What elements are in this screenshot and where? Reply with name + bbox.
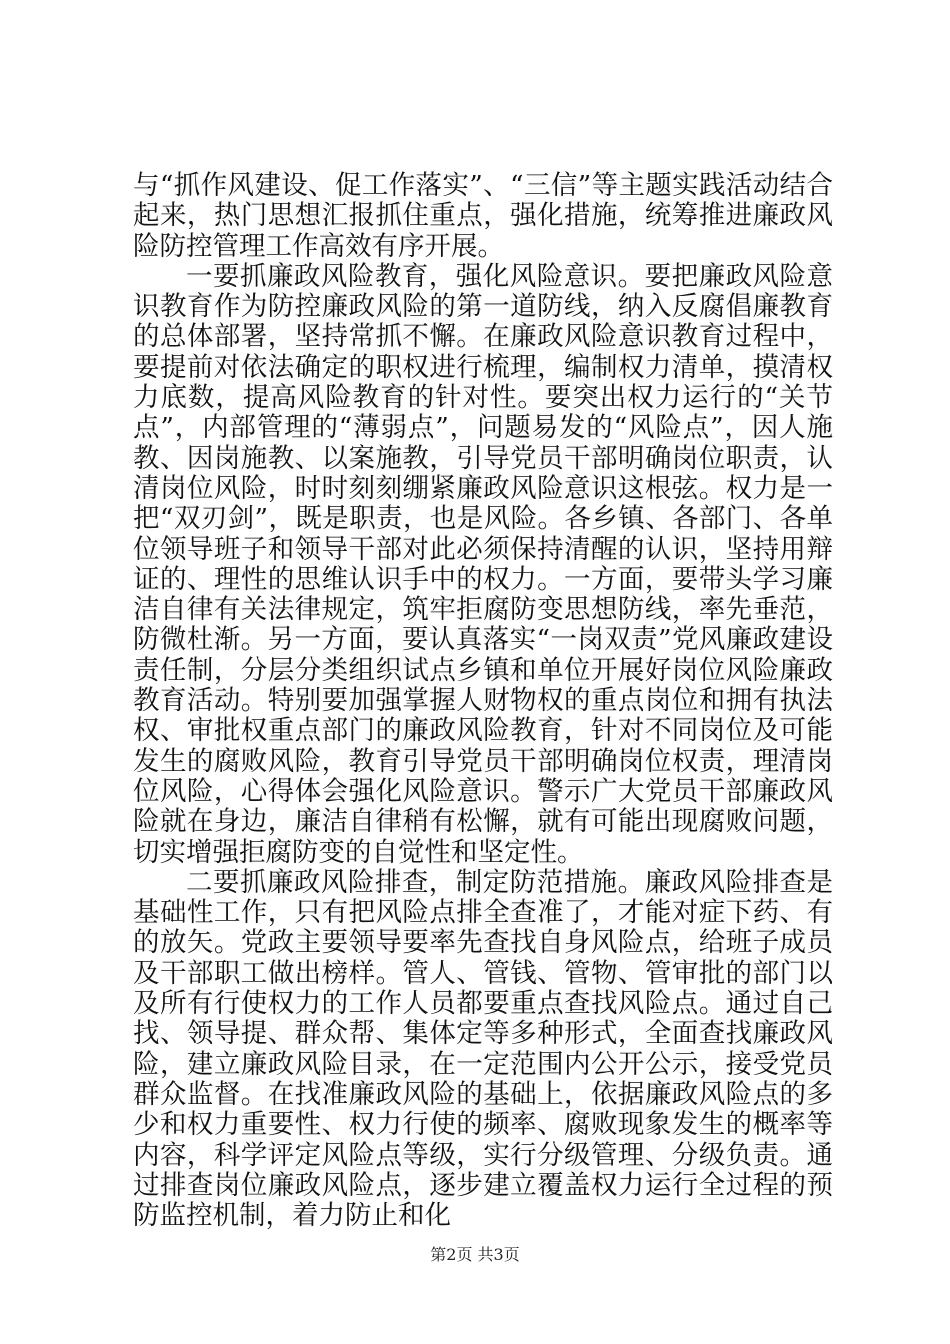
page-footer: 第2页 共3页 <box>430 1245 520 1264</box>
paragraph-continuation: 与“抓作风建设、促工作落实”、“三信”等主题实践活动结合起来，热门思想汇报抓住重点，强化措施，统筹推进廉政风险防控管理工作高效有序开展。 <box>133 170 833 262</box>
paragraph-risk-education: 一要抓廉政风险教育，强化风险意识。要把廉政风险意识教育作为防控廉政风险的第一道防线，纳入反腐倡廉教育的总体部署，坚持常抓不懈。在廉政风险意识教育过程中，要提前对依法确定的职权进行梳理，编制权力清单，摸清权力底数，提高风险教育的针对性。要突出权力运行的“关节点”，内部管理的“薄弱点”，问题易发的“风险点”，因人施教、因岗施教、以案施教，引导党员干部明确岗位职责，认清岗位风险，时时刻刻绷紧廉政风险意识这根弦。权力是一把“双刃剑”，既是职责，也是风险。各乡镇、各部门、各单位领导班子和领导干部对此必须保持清醒的认识，坚持用辩证的、理性的思维认识手中的权力。一方面，要带头学习廉洁自律有关法律规定，筑牢拒腐防变思想防线，率先垂范，防微杜渐。另一方面，要认真落实“一岗双责”党风廉政建设责任制，分层分类组织试点乡镇和单位开展好岗位风险廉政教育活动。特别要加强掌握人财物权的重点岗位和拥有执法权、审批权重点部门的廉政风险教育，针对不同岗位及可能发生的腐败风险，教育引导党员干部明确岗位权责，理清岗位风险，心得体会强化风险意识。警示广大党员干部廉政风险就在身边，廉洁自律稍有松懈，就有可能出现腐败问题，切实增强拒腐防变的自觉性和坚定性。 <box>133 260 833 868</box>
paragraph-risk-inspection: 二要抓廉政风险排查，制定防范措施。廉政风险排查是基础性工作，只有把风险点排全查准了，才能对症下药、有的放矢。党政主要领导要率先查找自身风险点，给班子成员及干部职工做出榜样。管人、管钱、管物、管审批的部门以及所有行使权力的工作人员都要重点查找风险点。通过自己找、领导提、群众帮、集体定等多种形式，全面查找廉政风险，建立廉政风险目录，在一定范围内公开公示，接受党员群众监督。在找准廉政风险的基础上，依据廉政风险点的多少和权力重要性、权力行使的频率、腐败现象发生的概率等内容，科学评定风险点等级，实行分级管理、分级负责。通过排查岗位廉政风险点，逐步建立覆盖权力运行全过程的预防监控机制，着力防止和化 <box>133 866 833 1232</box>
document-body <box>133 171 833 1231</box>
